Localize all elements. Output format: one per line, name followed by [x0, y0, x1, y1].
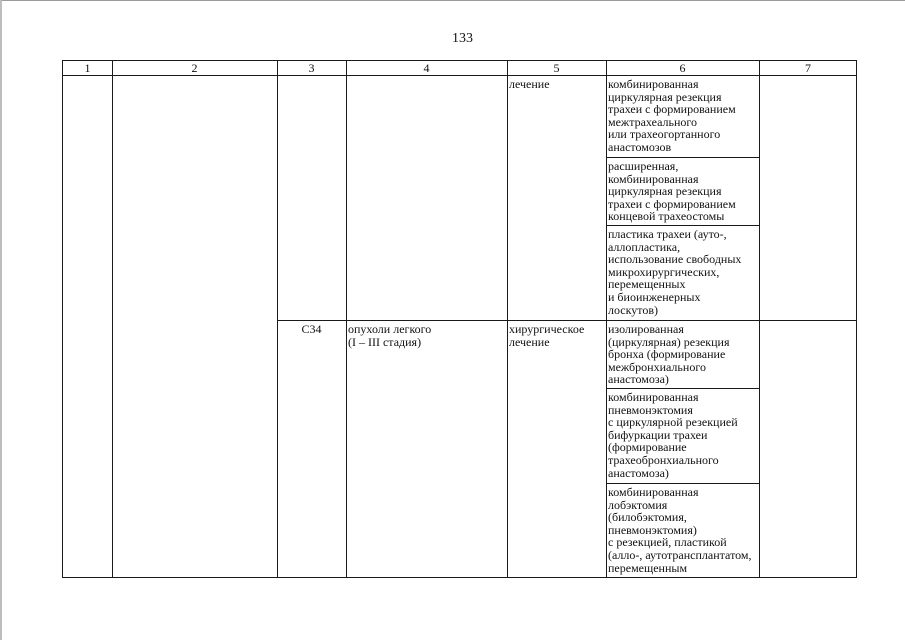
page-number: 133	[452, 31, 473, 46]
header-col-6: 6	[679, 61, 686, 75]
header-col-4: 4	[423, 61, 430, 75]
method-cell-4: изолированная (циркулярная) резекция бронха (формирование межбронхиального анастомоза)	[608, 322, 730, 387]
row-c34-top-border	[277, 320, 857, 321]
method-cell-1: комбинированная циркулярная резекция трахеи с формированием межтрахеального или трахеогортанного анастомозов	[608, 77, 736, 154]
method-divider-4	[606, 483, 759, 484]
method-divider-1	[606, 157, 759, 158]
method-divider-3	[606, 388, 759, 389]
left-scan-edge	[0, 0, 2, 640]
header-col-7: 7	[805, 61, 811, 75]
header-divider	[63, 75, 857, 76]
header-col-2: 2	[191, 61, 198, 75]
top-scan-edge	[0, 0, 905, 1]
treatment-type-cell: хирургическое лечение	[509, 322, 585, 349]
method-cell-5: комбинированная пневмонэктомия с циркулярной резекцией бифуркации трахеи (формирование трахеобронхиального анастомоза)	[608, 390, 738, 480]
method-cell-3: пластика трахеи (ауто-, аллопластика, использование свободных микрохирургических, перемещенных и биоинженерных лоскутов)	[608, 227, 742, 317]
icd-code-cell: С34	[301, 322, 322, 336]
treatment-type-cell: лечение	[509, 77, 550, 91]
header-col-3: 3	[308, 61, 315, 75]
method-divider-2	[606, 225, 759, 226]
medical-care-table	[62, 60, 857, 578]
method-cell-2: расширенная, комбинированная циркулярная резекция трахеи с формированием концевой трахеостомы	[608, 159, 736, 224]
method-cell-6: комбинированная лобэктомия (билобэктомия, пневмонэктомия) с резекцией, пластикой (алло-, аутотрансплантатом, перемещенным	[608, 485, 752, 575]
diagnosis-cell: опухоли легкого (I – III стадия)	[348, 322, 432, 349]
column-divider-1-2	[112, 61, 113, 578]
header-col-1: 1	[84, 61, 91, 75]
header-col-5: 5	[553, 61, 560, 75]
